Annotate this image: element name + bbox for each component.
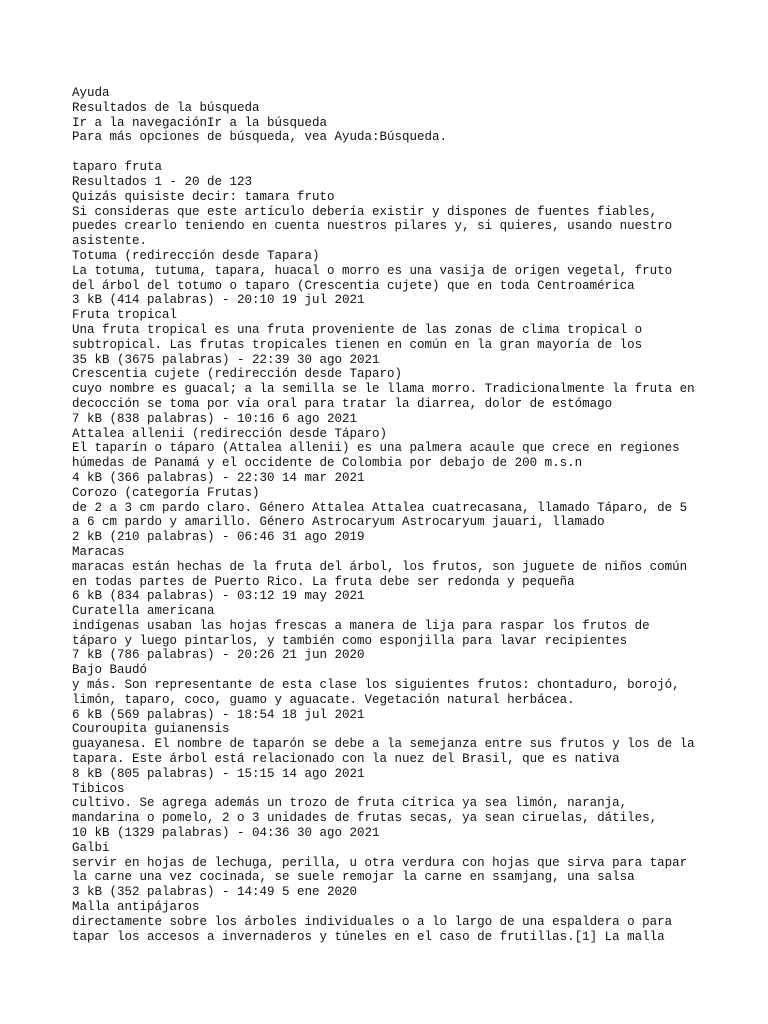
result-snippet: del árbol del totumo o taparo (Crescentia cujete) que en toda Centroamérica (72, 278, 635, 293)
search-result (72, 308, 712, 367)
result-meta: 7 kB (838 palabras) - 10:16 6 ago 2021 (72, 411, 358, 426)
results-list (72, 249, 712, 944)
result-snippet: de 2 a 3 cm pardo claro. Género Attalea Attalea cuatrecasana, llamado Táparo, de 5 (72, 500, 688, 515)
result-meta: 3 kB (414 palabras) - 20:10 19 jul 2021 (72, 293, 365, 308)
result-snippet: en todas partes de Puerto Rico. La fruta debe ser redonda y pequeña (72, 574, 575, 589)
result-snippet: cultivo. Se agrega además un trozo de fruta cítrica ya sea limón, naranja, (72, 796, 628, 811)
result-snippet: decocción se toma por vía oral para tratar la diarrea, dolor de estómago (72, 396, 613, 411)
skip-links[interactable]: Ir a la navegaciónIr a la búsqueda (72, 115, 328, 130)
search-result (72, 900, 712, 944)
spacer (72, 145, 712, 160)
result-title-link[interactable]: Fruta tropical (72, 308, 178, 323)
results-count: Resultados 1 - 20 de 123 (72, 174, 253, 189)
result-snippet: la carne una vez cocinada, se suele remojar la carne en ssamjang, una salsa (72, 870, 635, 885)
search-result (72, 486, 712, 545)
result-meta: 6 kB (569 palabras) - 18:54 18 jul 2021 (72, 707, 365, 722)
create-article-notice-line: Si consideras que este artículo debería existir y dispones de fuentes fiables, (72, 204, 658, 219)
search-result (72, 427, 712, 486)
result-title-link[interactable]: Malla antipájaros (72, 900, 200, 915)
result-snippet: tapara. Este árbol está relacionado con la nuez del Brasil, que es nativa (72, 752, 620, 767)
search-result (72, 367, 712, 426)
result-title-link[interactable]: Couroupita guianensis (72, 722, 230, 737)
result-meta: 3 kB (352 palabras) - 14:49 5 ene 2020 (72, 885, 358, 900)
result-snippet: mandarina o pomelo, 2 o 3 unidades de frutas secas, ya sean ciruelas, dátiles, (72, 811, 658, 826)
result-snippet: El taparín o táparo (Attalea allenii) es una palmera acaule que crece en regiones (72, 441, 680, 456)
result-snippet: táparo y luego pintarlos, y también como esponjilla para lavar recipientes (72, 633, 628, 648)
result-snippet: subtropical. Las frutas tropicales tienen en común en la gran mayoría de los (72, 337, 643, 352)
search-help-text: Para más opciones de búsqueda, vea Ayuda:Búsqueda. (72, 130, 448, 145)
search-result (72, 545, 712, 604)
result-title-link[interactable]: Tibicos (72, 781, 125, 796)
suggestion-prefix: Quizás quisiste decir: (72, 189, 245, 204)
result-snippet: La totuma, tutuma, tapara, huacal o morro es una vasija de origen vegetal, fruto (72, 263, 673, 278)
search-result (72, 722, 712, 781)
page-title: Resultados de la búsqueda (72, 100, 260, 115)
result-snippet: directamente sobre los árboles individuales o a lo largo de una espaldera o para (72, 914, 673, 929)
result-meta: 10 kB (1329 palabras) - 04:36 30 ago 2021 (72, 826, 380, 841)
search-query[interactable]: taparo fruta (72, 160, 163, 175)
search-result (72, 249, 712, 308)
result-title-link[interactable]: Corozo (categoría Frutas) (72, 485, 260, 500)
result-meta: 7 kB (786 palabras) - 20:26 21 jun 2020 (72, 648, 365, 663)
result-meta: 2 kB (210 palabras) - 06:46 31 ago 2019 (72, 530, 365, 545)
result-meta: 6 kB (834 palabras) - 03:12 19 may 2021 (72, 589, 365, 604)
create-article-notice-line[interactable]: asistente. (72, 234, 148, 249)
search-result (72, 841, 712, 900)
create-article-notice-line[interactable]: puedes crearlo teniendo en cuenta nuestros pilares y, si quieres, usando nuestro (72, 219, 673, 234)
result-snippet: Una fruta tropical es una fruta proveniente de las zonas de clima tropical o (72, 322, 643, 337)
result-title-link[interactable]: Bajo Baudó (72, 663, 148, 678)
result-meta: 35 kB (3675 palabras) - 22:39 30 ago 2021 (72, 352, 380, 367)
result-snippet: limón, taparo, coco, guamo y aguacate. Vegetación natural herbácea. (72, 692, 575, 707)
result-snippet: indígenas usaban las hojas frescas a manera de lija para raspar los frutos de (72, 618, 650, 633)
result-title-link[interactable]: Maracas (72, 544, 125, 559)
result-snippet: y más. Son representante de esta clase los siguientes frutos: chontaduro, borojó, (72, 678, 680, 693)
search-result (72, 604, 712, 663)
result-meta: 4 kB (366 palabras) - 22:30 14 mar 2021 (72, 470, 365, 485)
suggestion-link[interactable]: tamara fruto (244, 189, 335, 204)
search-results-page (72, 86, 712, 944)
result-meta: 8 kB (805 palabras) - 15:15 14 ago 2021 (72, 766, 365, 781)
result-snippet: a 6 cm pardo y amarillo. Género Astrocaryum Astrocaryum jauari, llamado (72, 515, 605, 530)
result-title-link[interactable]: Attalea allenii (redirección desde Táparo) (72, 426, 388, 441)
result-title-link[interactable]: Crescentia cujete (redirección desde Taparo) (72, 367, 403, 382)
search-result (72, 782, 712, 841)
help-link[interactable]: Ayuda (72, 86, 110, 100)
result-title-link[interactable]: Galbi (72, 840, 110, 855)
result-snippet: maracas están hechas de la fruta del árbol, los frutos, son juguete de niños común (72, 559, 688, 574)
result-snippet: tapar los accesos a invernaderos y túneles en el caso de frutillas.[1] La malla (72, 929, 665, 944)
search-suggestion (72, 190, 712, 205)
search-result (72, 663, 712, 722)
result-title-link[interactable]: Curatella americana (72, 604, 215, 619)
result-snippet: húmedas de Panamá y el occidente de Colombia por debajo de 200 m.s.n (72, 456, 583, 471)
result-title-link[interactable]: Totuma (redirección desde Tapara) (72, 248, 320, 263)
result-snippet: servir en hojas de lechuga, perilla, u otra verdura con hojas que sirva para tapar (72, 855, 688, 870)
result-snippet: cuyo nombre es guacal; a la semilla se le llama morro. Tradicionalmente la fruta en (72, 382, 695, 397)
result-snippet: guayanesa. El nombre de taparón se debe a la semejanza entre sus frutos y los de la (72, 737, 695, 752)
